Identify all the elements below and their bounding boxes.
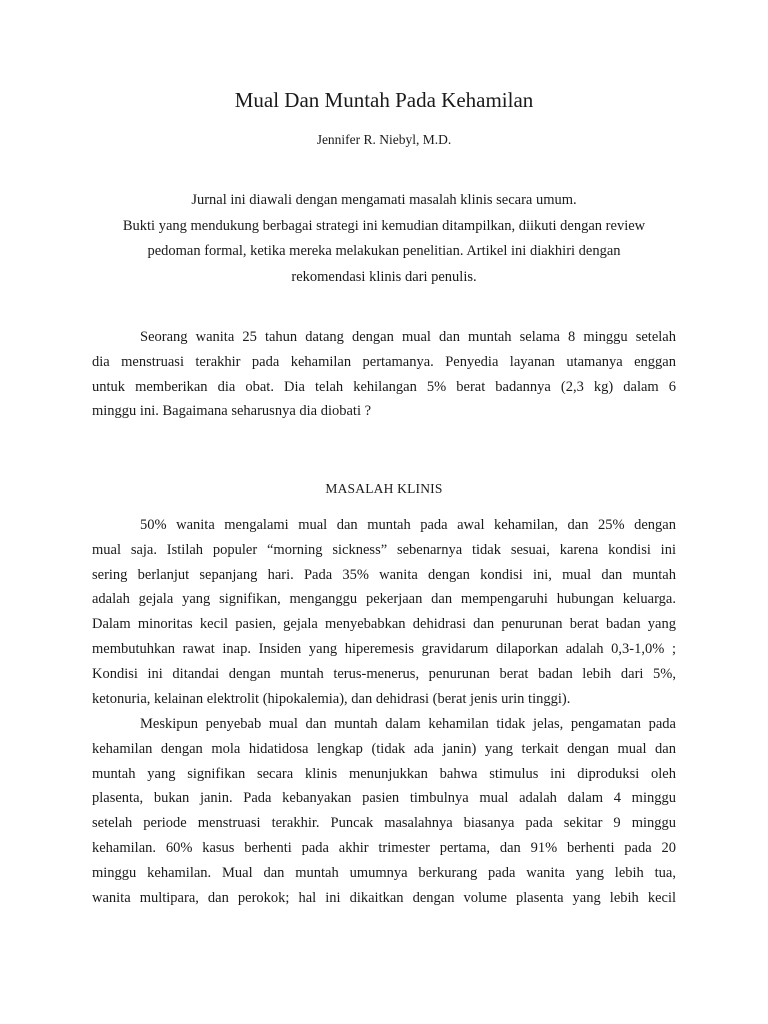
paragraph-line: minggu kehamilan. Mual dan muntah umumnya berkurang pada wanita yang lebih tua, — [92, 864, 676, 881]
paragraph-line: kehamilan. 60% kasus berhenti pada akhir trimester pertama, dan 91% berhenti pada 20 — [92, 839, 676, 856]
document-author: Jennifer R. Niebyl, M.D. — [316, 132, 452, 147]
paragraph-line: minggu ini. Bagaimana seharusnya dia diobati ? — [92, 403, 372, 420]
paragraph-line: dia menstruasi terakhir pada kehamilan pertamanya. Penyedia layanan utamanya enggan — [92, 353, 676, 370]
paragraph-line: kehamilan dengan mola hidatidosa lengkap (tidak ada janin) yang terkait dengan mual dan — [92, 740, 676, 757]
paragraph-line: 50% wanita mengalami mual dan muntah pada awal kehamilan, dan 25% dengan — [140, 517, 676, 533]
section-paragraph-1 — [92, 513, 676, 711]
paragraph-line: Seorang wanita 25 tahun datang dengan mual dan muntah selama 8 minggu setelah — [140, 329, 676, 345]
abstract-line: Bukti yang mendukung berbagai strategi ini kemudian ditampilkan, diikuti dengan review — [122, 217, 646, 234]
paragraph-line: ketonuria, kelainan elektrolit (hipokalemia), dan dehidrasi (berat jenis urin tinggi). — [92, 690, 571, 707]
abstract-line: pedoman formal, ketika mereka melakukan penelitian. Artikel ini diakhiri dengan — [147, 243, 621, 260]
paragraph-line: mual saja. Istilah populer “morning sickness” sebenarnya tidak sesuai, karena kondisi ini — [92, 541, 676, 558]
paragraph-line: Dalam minoritas kecil pasien, gejala menyebabkan dehidrasi dan penurunan berat badan yang — [92, 616, 676, 633]
paragraph-line: muntah yang signifikan secara klinis menunjukkan bahwa stimulus ini diproduksi oleh — [92, 765, 676, 782]
paragraph-line: untuk memberikan dia obat. Dia telah kehilangan 5% berat badannya (2,3 kg) dalam 6 — [92, 378, 676, 395]
paragraph-line: Meskipun penyebab mual dan muntah dalam kehamilan tidak jelas, pengamatan pada — [140, 716, 676, 732]
section-paragraph-2 — [92, 712, 676, 910]
abstract — [92, 188, 676, 291]
paragraph-line: Kondisi ini ditandai dengan muntah terus-menerus, penurunan berat badan lebih dari 5%, — [92, 665, 676, 682]
paragraph-line: plasenta, bukan janin. Pada kebanyakan pasien timbulnya mual adalah dalam 4 minggu — [92, 790, 676, 807]
paragraph-line: adalah gejala yang signifikan, menganggu pekerjaan dan mempengaruhi hubungan keluarga. — [92, 591, 676, 608]
paragraph-line: setelah periode menstruasi terakhir. Puncak masalahnya biasanya pada sekitar 9 minggu — [92, 815, 676, 832]
section-heading: MASALAH KLINIS — [325, 481, 443, 496]
abstract-line: rekomendasi klinis dari penulis. — [291, 269, 477, 286]
paragraph-line: sering berlanjut sepanjang hari. Pada 35% wanita dengan kondisi ini, mual dan muntah — [92, 566, 676, 583]
abstract-line: Jurnal ini diawali dengan mengamati masalah klinis secara umum. — [191, 192, 577, 208]
paragraph-line: wanita multipara, dan perokok; hal ini dikaitkan dengan volume plasenta yang lebih kecil — [92, 889, 676, 906]
case-paragraph — [92, 325, 676, 424]
paragraph-line: membutuhkan rawat inap. Insiden yang hiperemesis gravidarum dilaporkan adalah 0,3-1,0% ; — [92, 640, 676, 657]
document-title: Mual Dan Muntah Pada Kehamilan — [234, 88, 534, 112]
